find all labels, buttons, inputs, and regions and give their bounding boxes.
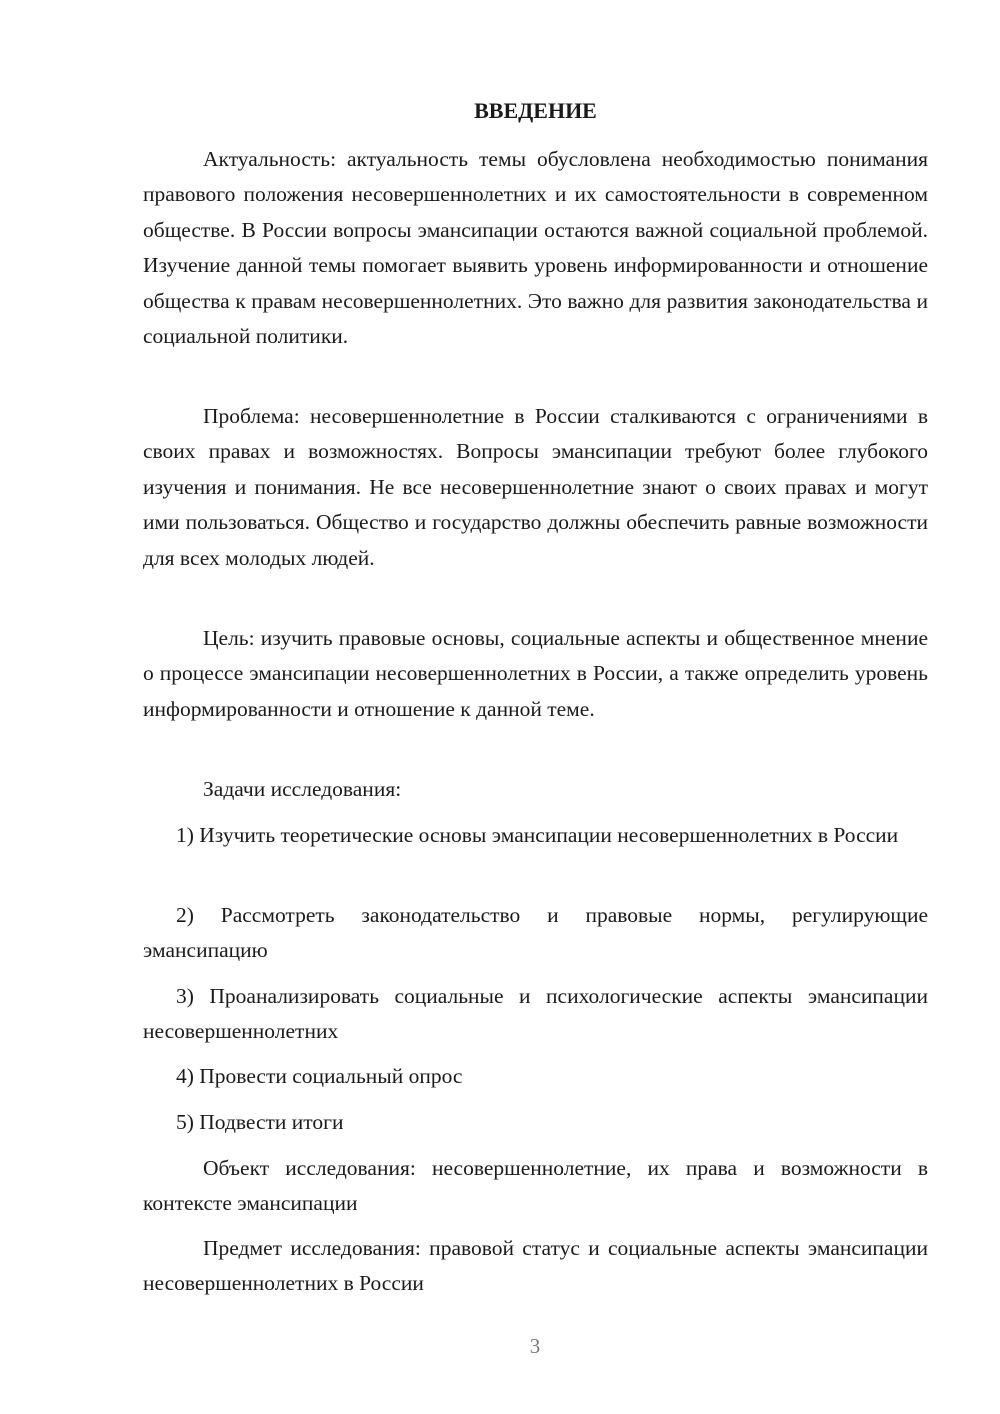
problem-paragraph: Проблема: несовершеннолетние в России сталкиваются с ограничениями в своих правах и возможностях. Вопросы эмансипации требуют более глубокого изучения и понимания. Не все несовершеннолетние знают о своих правах и могут ими пользоваться. Общество и государство должны обеспечить равные возможности для всех молодых людей. [143, 404, 928, 570]
page-number: 3 [529, 1334, 541, 1358]
tasks-heading: Задачи исследования: [203, 777, 402, 801]
task-item: 1) Изучить теоретические основы эмансипации несовершеннолетних в России [176, 823, 899, 847]
task-item: 5) Подвести итоги [176, 1110, 344, 1134]
task-item: 4) Провести социальный опрос [176, 1064, 463, 1088]
task-item: 3) Проанализировать социальные и психологические аспекты эмансипации несовершеннолетних [143, 984, 928, 1044]
object-paragraph: Объект исследования: несовершеннолетние, их права и возможности в контексте эмансипации [143, 1156, 928, 1216]
goal-paragraph: Цель: изучить правовые основы, социальные аспекты и общественное мнение о процессе эмансипации несовершеннолетних в России, а также определить уровень информированности и отношение к данной теме. [143, 626, 928, 721]
task-item: 2) Рассмотреть законодательство и правовые нормы, регулирующие эмансипацию [143, 903, 928, 963]
page-title: ВВЕДЕНИЕ [474, 98, 597, 123]
subject-paragraph: Предмет исследования: правовой статус и социальные аспекты эмансипации несовершеннолетних в России [143, 1236, 928, 1296]
relevance-paragraph: Актуальность: актуальность темы обусловлена необходимостью понимания правового положения несовершеннолетних и их самостоятельности в современном обществе. В России вопросы эмансипации остаются важной социальной проблемой. Изучение данной темы помогает выявить уровень информированности и отношение общества к правам несовершеннолетних. Это важно для развития законодательства и социальной политики. [143, 147, 928, 349]
